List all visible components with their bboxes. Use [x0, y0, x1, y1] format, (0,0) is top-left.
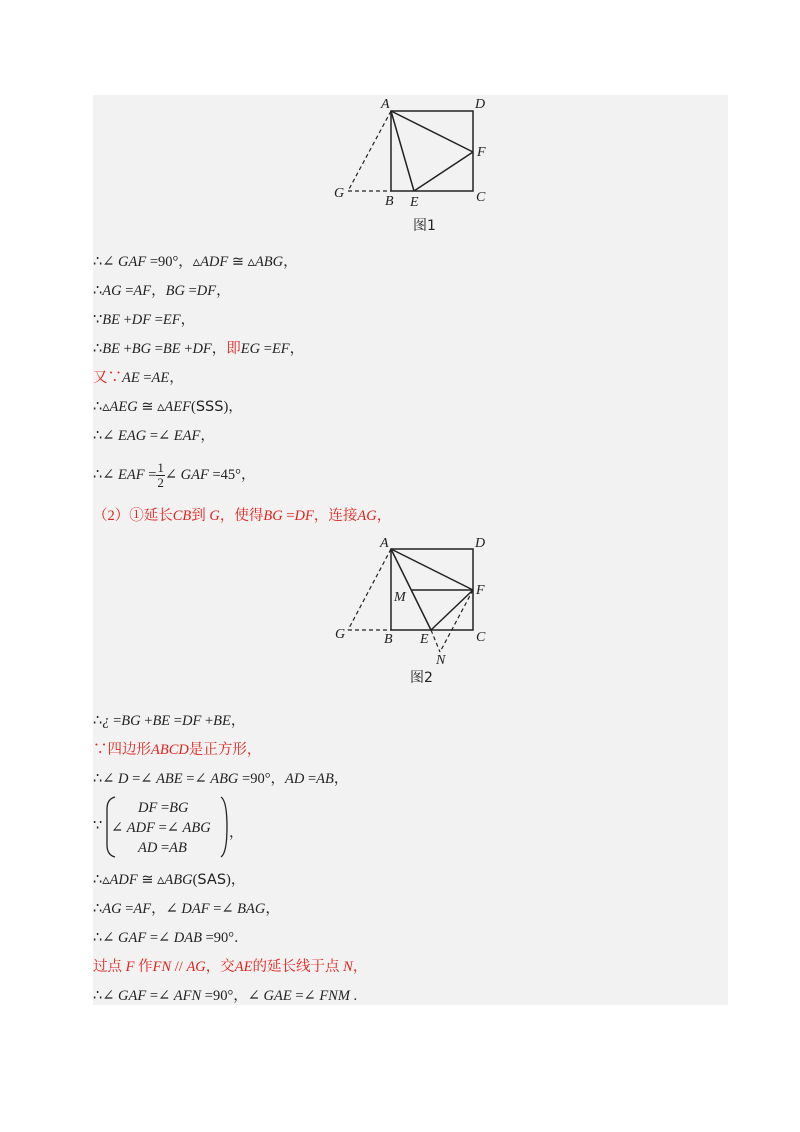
system-row-2: ∠ ADF =∠ ABG	[111, 820, 211, 836]
segment-ae	[391, 111, 414, 191]
segment-af	[391, 111, 473, 152]
label-f: F	[477, 145, 486, 160]
line-3: ∵BE +DF =EF，	[93, 312, 196, 328]
segment-af-2	[391, 549, 473, 590]
line-14: ∴▵ADF ≅ ▵ABG(SAS)，	[93, 872, 246, 888]
label-d: D	[475, 97, 486, 112]
segment-ag-dashed-2	[348, 549, 391, 630]
label-e: E	[410, 195, 419, 210]
label-a-2: A	[380, 536, 389, 551]
segment-fn-dashed	[440, 590, 473, 652]
system-because-symbol: ∵	[93, 818, 103, 834]
line-4: ∴BE +BG =BE +DF，即EG =EF，	[93, 341, 305, 357]
label-n: N	[436, 653, 446, 668]
line-9: （2）①延长CB到 G，使得BG =DF，连接AG，	[93, 508, 392, 524]
figure-1-caption: 图1	[413, 218, 436, 234]
label-e-2: E	[420, 632, 429, 647]
line-16: ∴∠ GAF =∠ DAB =90°．	[93, 930, 249, 946]
line-18: ∴∠ GAF =∠ AFN =90°，∠ GAE =∠ FNM .	[93, 988, 358, 1004]
line-11: ∵四边形ABCD是正方形，	[93, 742, 262, 758]
line-7: ∴∠ EAG =∠ EAF，	[93, 428, 215, 444]
label-b: B	[385, 194, 394, 209]
line-8: ∴∠ EAF = $\frac{1}{2}$ ∠ GAF =45°，	[93, 460, 256, 491]
line-10: ∴¿ =BG +BE =DF +BE，	[93, 713, 246, 729]
label-f-2: F	[476, 583, 485, 598]
line-12: ∴∠ D =∠ ABE =∠ ABG =90°，AD =AB，	[93, 771, 349, 787]
line-17: 过点 F 作FN // AG，交AE的延长线于点 N，	[93, 959, 368, 975]
label-a: A	[381, 97, 390, 112]
figure-1-diagram	[330, 95, 500, 210]
segment-en-dashed	[431, 630, 440, 652]
line-1: ∴∠ GAF =90°，▵ADF ≅ ▵ABG，	[93, 254, 298, 270]
line-5: 又∵AE =AE，	[93, 370, 184, 386]
segment-ag-dashed	[348, 111, 391, 191]
figure-2-diagram	[330, 533, 500, 668]
line-6: ∴▵AEG ≅ ▵AEF(SSS)，	[93, 399, 243, 415]
system-row-1: DF =BG	[138, 800, 189, 816]
figure-2-caption: 图2	[410, 670, 433, 686]
line-2: ∴AG =AF，BG =DF，	[93, 283, 231, 299]
fraction-one-half: $\frac{1}{2}$	[157, 460, 164, 491]
label-b-2: B	[384, 632, 393, 647]
segment-ef	[414, 152, 473, 191]
label-d-2: D	[475, 536, 486, 551]
label-c: C	[476, 190, 486, 205]
line-15: ∴AG =AF，∠ DAF =∠ BAG，	[93, 901, 280, 917]
equation-system	[93, 795, 253, 861]
label-c-2: C	[476, 630, 486, 645]
segment-ef-2	[431, 590, 473, 630]
right-bracket	[219, 795, 229, 859]
label-g: G	[334, 186, 345, 201]
system-row-3: AD =AB	[138, 840, 187, 856]
label-m: M	[394, 590, 406, 605]
label-g-2: G	[335, 627, 346, 642]
system-tail: ，	[229, 825, 244, 841]
